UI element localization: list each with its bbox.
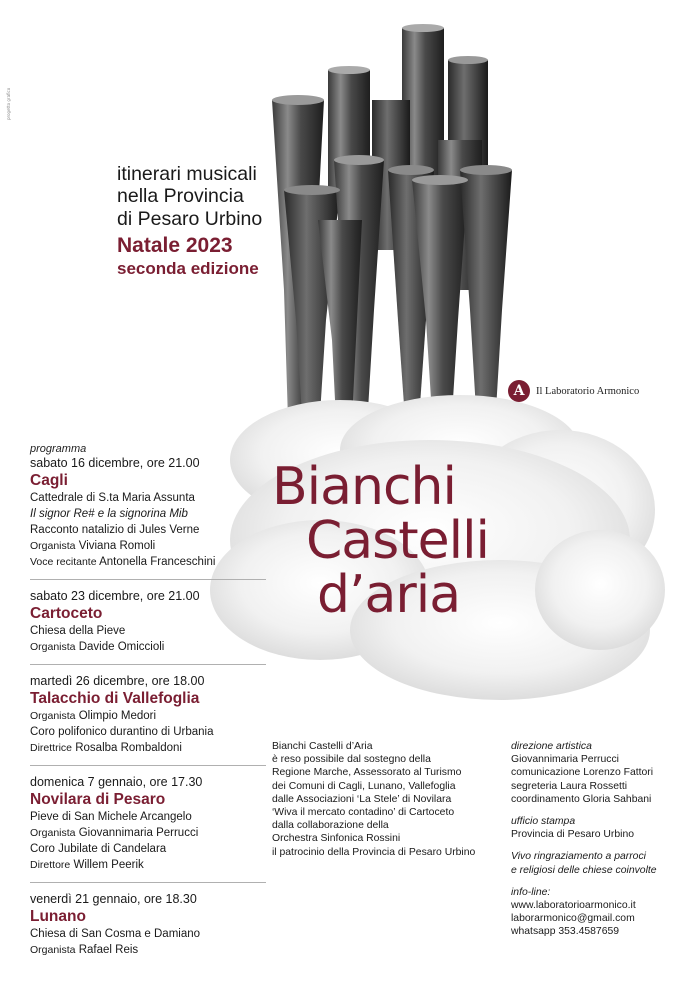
- event-detail: [30, 724, 270, 740]
- program-list: [30, 443, 270, 967]
- event-detail-text: Pieve di San Michele Arcangelo: [30, 811, 192, 823]
- credits-block: [511, 740, 691, 939]
- event-role: Organista: [30, 641, 76, 653]
- info-label: info-line:: [511, 886, 551, 898]
- event-detail-text: Giovannimaria Perrucci: [78, 827, 199, 839]
- support-line: dei Comuni di Cagli, Lunano, Vallefoglia: [272, 780, 456, 792]
- event-role: Voce recitante: [30, 556, 97, 568]
- event-detail: [30, 554, 270, 570]
- event-datetime: martedì 26 dicembre, ore 18.00: [30, 674, 205, 688]
- organ-pipes-image: [262, 20, 522, 440]
- event-role: Organista: [30, 827, 76, 839]
- event-detail-text: Racconto natalizio di Jules Verne: [30, 524, 200, 536]
- event-detail: [30, 708, 270, 724]
- event-detail: [30, 639, 270, 655]
- support-line: Regione Marche, Assessorato al Turismo: [272, 767, 462, 779]
- intro-block: [117, 163, 262, 279]
- support-line: il patrocinio della Provincia di Pesaro Urbino: [272, 846, 476, 858]
- event-place: Cartoceto: [30, 605, 103, 622]
- event-detail-text: Il signor Re# e la signorina Mib: [30, 508, 188, 520]
- title-line-1: Bianchi: [272, 457, 456, 517]
- intro-line-1: itinerari musicali: [117, 163, 257, 185]
- edition-subtitle: seconda edizione: [117, 259, 259, 279]
- event-detail-text: Coro Jubilate di Candelara: [30, 843, 167, 855]
- support-line: Bianchi Castelli d’Aria: [272, 741, 373, 752]
- support-line: dalle Associazioni ‘La Stele’ di Novilara: [272, 793, 452, 805]
- website-link[interactable]: www.laboratorioarmonico.it: [511, 900, 636, 912]
- direction-line: segreteria Laura Rossetti: [511, 780, 628, 792]
- event-datetime: sabato 16 dicembre, ore 21.00: [30, 456, 200, 470]
- thanks-line: Vivo ringraziamento a parroci: [511, 851, 646, 863]
- event-detail-text: Davide Omiccioli: [78, 641, 165, 653]
- event-detail: [30, 623, 270, 639]
- support-line: dalla collaborazione della: [272, 820, 389, 832]
- event-detail-text: Cattedrale di S.ta Maria Assunta: [30, 492, 195, 504]
- event-detail: [30, 841, 270, 857]
- press-label: ufficio stampa: [511, 816, 576, 828]
- direction-line: comunicazione Lorenzo Fattori: [511, 767, 654, 779]
- event-detail-text: Chiesa della Pieve: [30, 625, 126, 637]
- event-detail: [30, 538, 270, 554]
- laboratorio-logo: [508, 380, 639, 402]
- event-role: Organista: [30, 944, 76, 956]
- event-divider: [30, 664, 266, 665]
- event-role: Direttore: [30, 859, 71, 871]
- event-detail: [30, 506, 270, 522]
- event-place: Novilara di Pesaro: [30, 791, 166, 808]
- event-detail: [30, 926, 270, 942]
- laboratorio-logo-icon: A: [508, 380, 530, 402]
- event-place: Talacchio di Vallefoglia: [30, 690, 200, 707]
- laboratorio-name: Il Laboratorio Armonico: [536, 385, 640, 397]
- event-detail-text: Rafael Reis: [78, 944, 139, 956]
- event-divider: [30, 579, 266, 580]
- event-detail: [30, 942, 270, 958]
- event-detail-text: Viviana Romoli: [78, 540, 156, 552]
- event-detail: [30, 825, 270, 841]
- event-item: [30, 673, 270, 756]
- intro-line-2: nella Provincia: [117, 185, 244, 208]
- event-datetime: domenica 7 gennaio, ore 17.30: [30, 775, 203, 789]
- title-line-2: Castelli: [306, 511, 489, 571]
- event-role: Organista: [30, 540, 76, 552]
- whatsapp-number[interactable]: whatsapp 353.4587659: [511, 926, 620, 938]
- program-label: programma: [30, 443, 87, 455]
- event-detail: [30, 809, 270, 825]
- intro-line-3: di Pesaro Urbino: [117, 207, 263, 230]
- event-item: [30, 774, 270, 873]
- event-divider: [30, 765, 266, 766]
- event-place: Lunano: [30, 908, 86, 925]
- natale-heading: Natale 2023: [117, 234, 233, 258]
- event-detail-text: Olimpio Medori: [78, 710, 157, 722]
- event-detail-text: Antonella Franceschini: [99, 556, 216, 568]
- support-line: Orchestra Sinfonica Rossini: [272, 833, 401, 845]
- event-item: [30, 455, 270, 570]
- direction-label: direzione artistica: [511, 741, 592, 752]
- event-detail: [30, 522, 270, 538]
- side-credit: progetto grafico: [6, 87, 11, 120]
- support-line: ‘Wiva il mercato contadino’ di Cartoceto: [272, 807, 455, 819]
- direction-line: coordinamento Gloria Sahbani: [511, 793, 652, 805]
- event-detail-text: Chiesa di San Cosma e Damiano: [30, 928, 201, 940]
- event-detail-text: Willem Peerik: [73, 859, 144, 871]
- event-role: Organista: [30, 710, 76, 722]
- event-detail: [30, 857, 270, 873]
- event-place: Cagli: [30, 472, 68, 489]
- press-office: Provincia di Pesaro Urbino: [511, 829, 635, 841]
- email-link[interactable]: laborarmonico@gmail.com: [511, 913, 635, 925]
- event-divider: [30, 882, 266, 883]
- event-datetime: sabato 23 dicembre, ore 21.00: [30, 589, 200, 603]
- support-block: [272, 740, 502, 859]
- title-line-3: d’aria: [317, 565, 461, 625]
- event-detail-text: Rosalba Rombaldoni: [75, 742, 182, 754]
- event-detail: [30, 490, 270, 506]
- event-datetime: venerdì 21 gennaio, ore 18.30: [30, 892, 197, 906]
- event-detail-text: Coro polifonico durantino di Urbania: [30, 726, 214, 738]
- events-container: [30, 455, 270, 958]
- thanks-line: e religiosi delle chiese coinvolte: [511, 864, 657, 876]
- event-item: [30, 588, 270, 655]
- event-detail: [30, 740, 270, 756]
- event-item: [30, 891, 270, 958]
- main-title: [272, 457, 489, 625]
- direction-line: Giovannimaria Perrucci: [511, 754, 619, 766]
- event-role: Direttrice: [30, 742, 73, 754]
- support-line: è reso possibile dal sostegno della: [272, 754, 431, 766]
